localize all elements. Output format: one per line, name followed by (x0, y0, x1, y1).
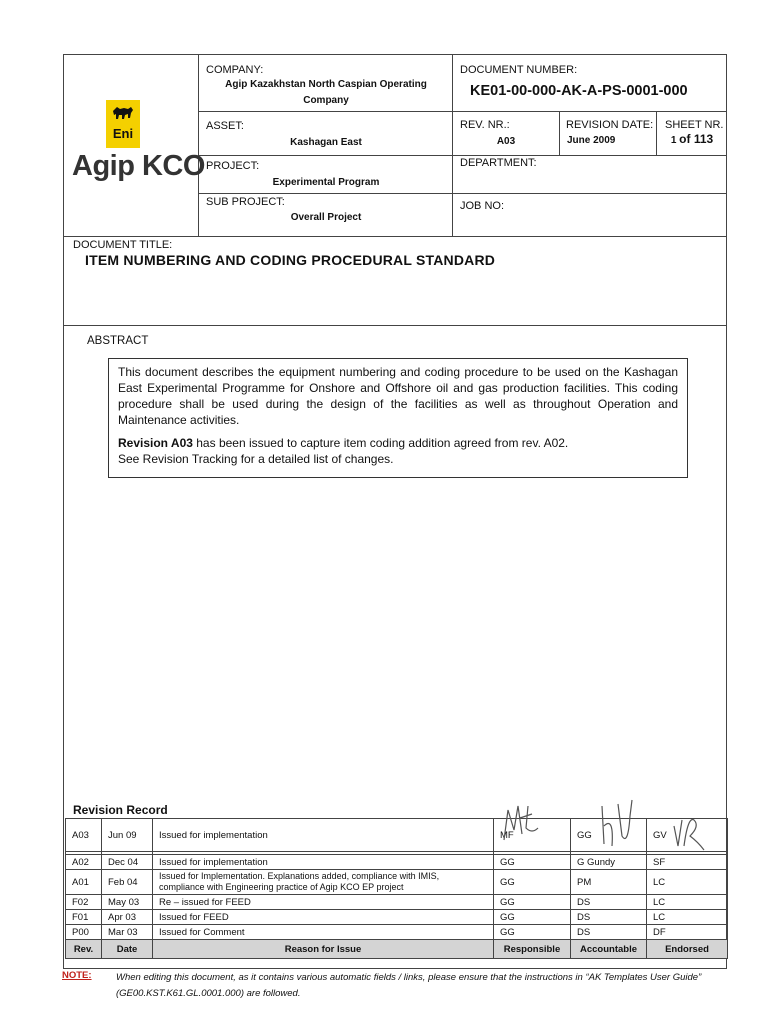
reason-cell: Issued for implementation (153, 819, 494, 852)
job-no-label: JOB NO: (460, 200, 505, 212)
revision-record-title: Revision Record (73, 803, 168, 817)
rev-nr-label: REV. NR.: (460, 119, 510, 131)
project-label: PROJECT: (206, 160, 260, 172)
header-divider-logo (198, 54, 199, 236)
note-label: NOTE: (62, 970, 92, 981)
accountable-cell: DS (571, 895, 647, 910)
endorsed-cell: LC (647, 910, 728, 925)
header-date: Date (102, 940, 153, 959)
header-rev: Rev. (66, 940, 102, 959)
asset-label: ASSET: (206, 120, 244, 132)
abstract-paragraph-1: This document describes the equipment numbering and coding procedure to be used on the Kashagan East Experimental Programme for Onshore and Offshore oil and gas production facilities. This coding procedure shall be used during the design of the facilities as well as throughout Operation and Maintenance activities. (118, 365, 678, 427)
responsible-cell: GG (494, 925, 571, 940)
table-row (66, 895, 728, 910)
sub-project-label: SUB PROJECT: (206, 196, 285, 208)
header-reason: Reason for Issue (153, 940, 494, 959)
rev-cell: A03 (66, 819, 102, 852)
table-row (66, 870, 728, 895)
rev-cell: A02 (66, 855, 102, 870)
endorsed-cell: SF (647, 855, 728, 870)
signature-endorsed (670, 806, 720, 854)
responsible-cell: GG (494, 870, 571, 895)
endorsed-cell: GV (647, 819, 728, 852)
document-title-label: DOCUMENT TITLE: (73, 239, 173, 251)
rev-cell: A01 (66, 870, 102, 895)
rev-nr-value: A03 (496, 136, 516, 147)
header-responsible: Responsible (494, 940, 571, 959)
accountable-cell: GG (571, 819, 647, 852)
header-rule-2 (198, 155, 727, 156)
sheet-of-total: of 113 (679, 132, 714, 146)
company-value-line1: Agip Kazakhstan North Caspian Operating (225, 79, 427, 90)
table-row (66, 910, 728, 925)
rev-cell: P00 (66, 925, 102, 940)
table-header-row (66, 940, 728, 959)
project-value: Experimental Program (272, 177, 380, 188)
signature-responsible (492, 800, 552, 848)
company-label: COMPANY: (206, 64, 264, 76)
date-cell: May 03 (102, 895, 153, 910)
header-rule-1 (198, 111, 727, 112)
header-bottom-rule (63, 236, 727, 237)
endorsed-cell: LC (647, 870, 728, 895)
rev-cell: F02 (66, 895, 102, 910)
company-value-line2: Company (303, 95, 349, 106)
abstract-paragraph-2-text: has been issued to capture item coding addition agreed from rev. A02. (192, 436, 569, 450)
abstract-paragraph-3: See Revision Tracking for a detailed list of changes. (118, 452, 394, 466)
six-legged-dog-icon (110, 103, 136, 125)
abstract-box (108, 358, 688, 478)
sheet-label: SHEET NR. (665, 119, 724, 131)
revision-bold-label: Revision A03 (118, 436, 193, 450)
note-text: When editing this document, as it contains various automatic fields / links, please ensure that the instructions in “AK Templates User Guide” (GE00.KST.K61.GL.0001.000) are followed. (116, 972, 702, 999)
responsible-cell: GG (494, 855, 571, 870)
responsible-cell: MF (494, 819, 571, 852)
document-number-value: KE01-00-000-AK-A-PS-0001-000 (470, 83, 688, 99)
date-cell: Feb 04 (102, 870, 153, 895)
date-cell: Mar 03 (102, 925, 153, 940)
asset-value: Kashagan East (290, 137, 362, 148)
sheet-value (657, 132, 727, 146)
signature-accountable (588, 796, 648, 851)
reason-cell: Issued for Comment (153, 925, 494, 940)
reason-cell: Issued for FEED (153, 910, 494, 925)
reason-cell: Re – issued for FEED (153, 895, 494, 910)
header-rule-3 (198, 193, 727, 194)
accountable-cell: DS (571, 925, 647, 940)
date-cell: Dec 04 (102, 855, 153, 870)
endorsed-cell: DF (647, 925, 728, 940)
responsible-cell: GG (494, 895, 571, 910)
document-title: ITEM NUMBERING AND CODING PROCEDURAL STANDARD (85, 252, 496, 268)
agip-kco-logo-text: Agip KCO (72, 150, 205, 182)
document-number-label: DOCUMENT NUMBER: (460, 64, 578, 76)
date-cell: Apr 03 (102, 910, 153, 925)
sheet-number: 1 (670, 135, 677, 146)
eni-logo-text: Eni (112, 126, 134, 141)
revision-date-label: REVISION DATE: (566, 119, 654, 131)
table-row (66, 925, 728, 940)
department-label: DEPARTMENT: (460, 157, 537, 169)
date-cell: Jun 09 (102, 819, 153, 852)
abstract-label: ABSTRACT (87, 335, 149, 347)
header-endorsed: Endorsed (647, 940, 728, 959)
title-bottom-rule (63, 325, 727, 326)
revision-date-value: June 2009 (567, 135, 616, 146)
accountable-cell: G Gundy (571, 855, 647, 870)
accountable-cell: DS (571, 910, 647, 925)
rev-cell: F01 (66, 910, 102, 925)
reason-cell: Issued for implementation (153, 855, 494, 870)
header-divider-revdate (559, 111, 560, 155)
abstract-paragraph-2 (118, 435, 678, 451)
responsible-cell: GG (494, 910, 571, 925)
header-accountable: Accountable (571, 940, 647, 959)
accountable-cell: PM (571, 870, 647, 895)
reason-cell: Issued for Implementation. Explanations added, compliance with IMIS, compliance with Engineering practice of Agip KCO EP project (153, 870, 494, 895)
table-row (66, 855, 728, 870)
sub-project-value: Overall Project (290, 212, 362, 223)
endorsed-cell: LC (647, 895, 728, 910)
